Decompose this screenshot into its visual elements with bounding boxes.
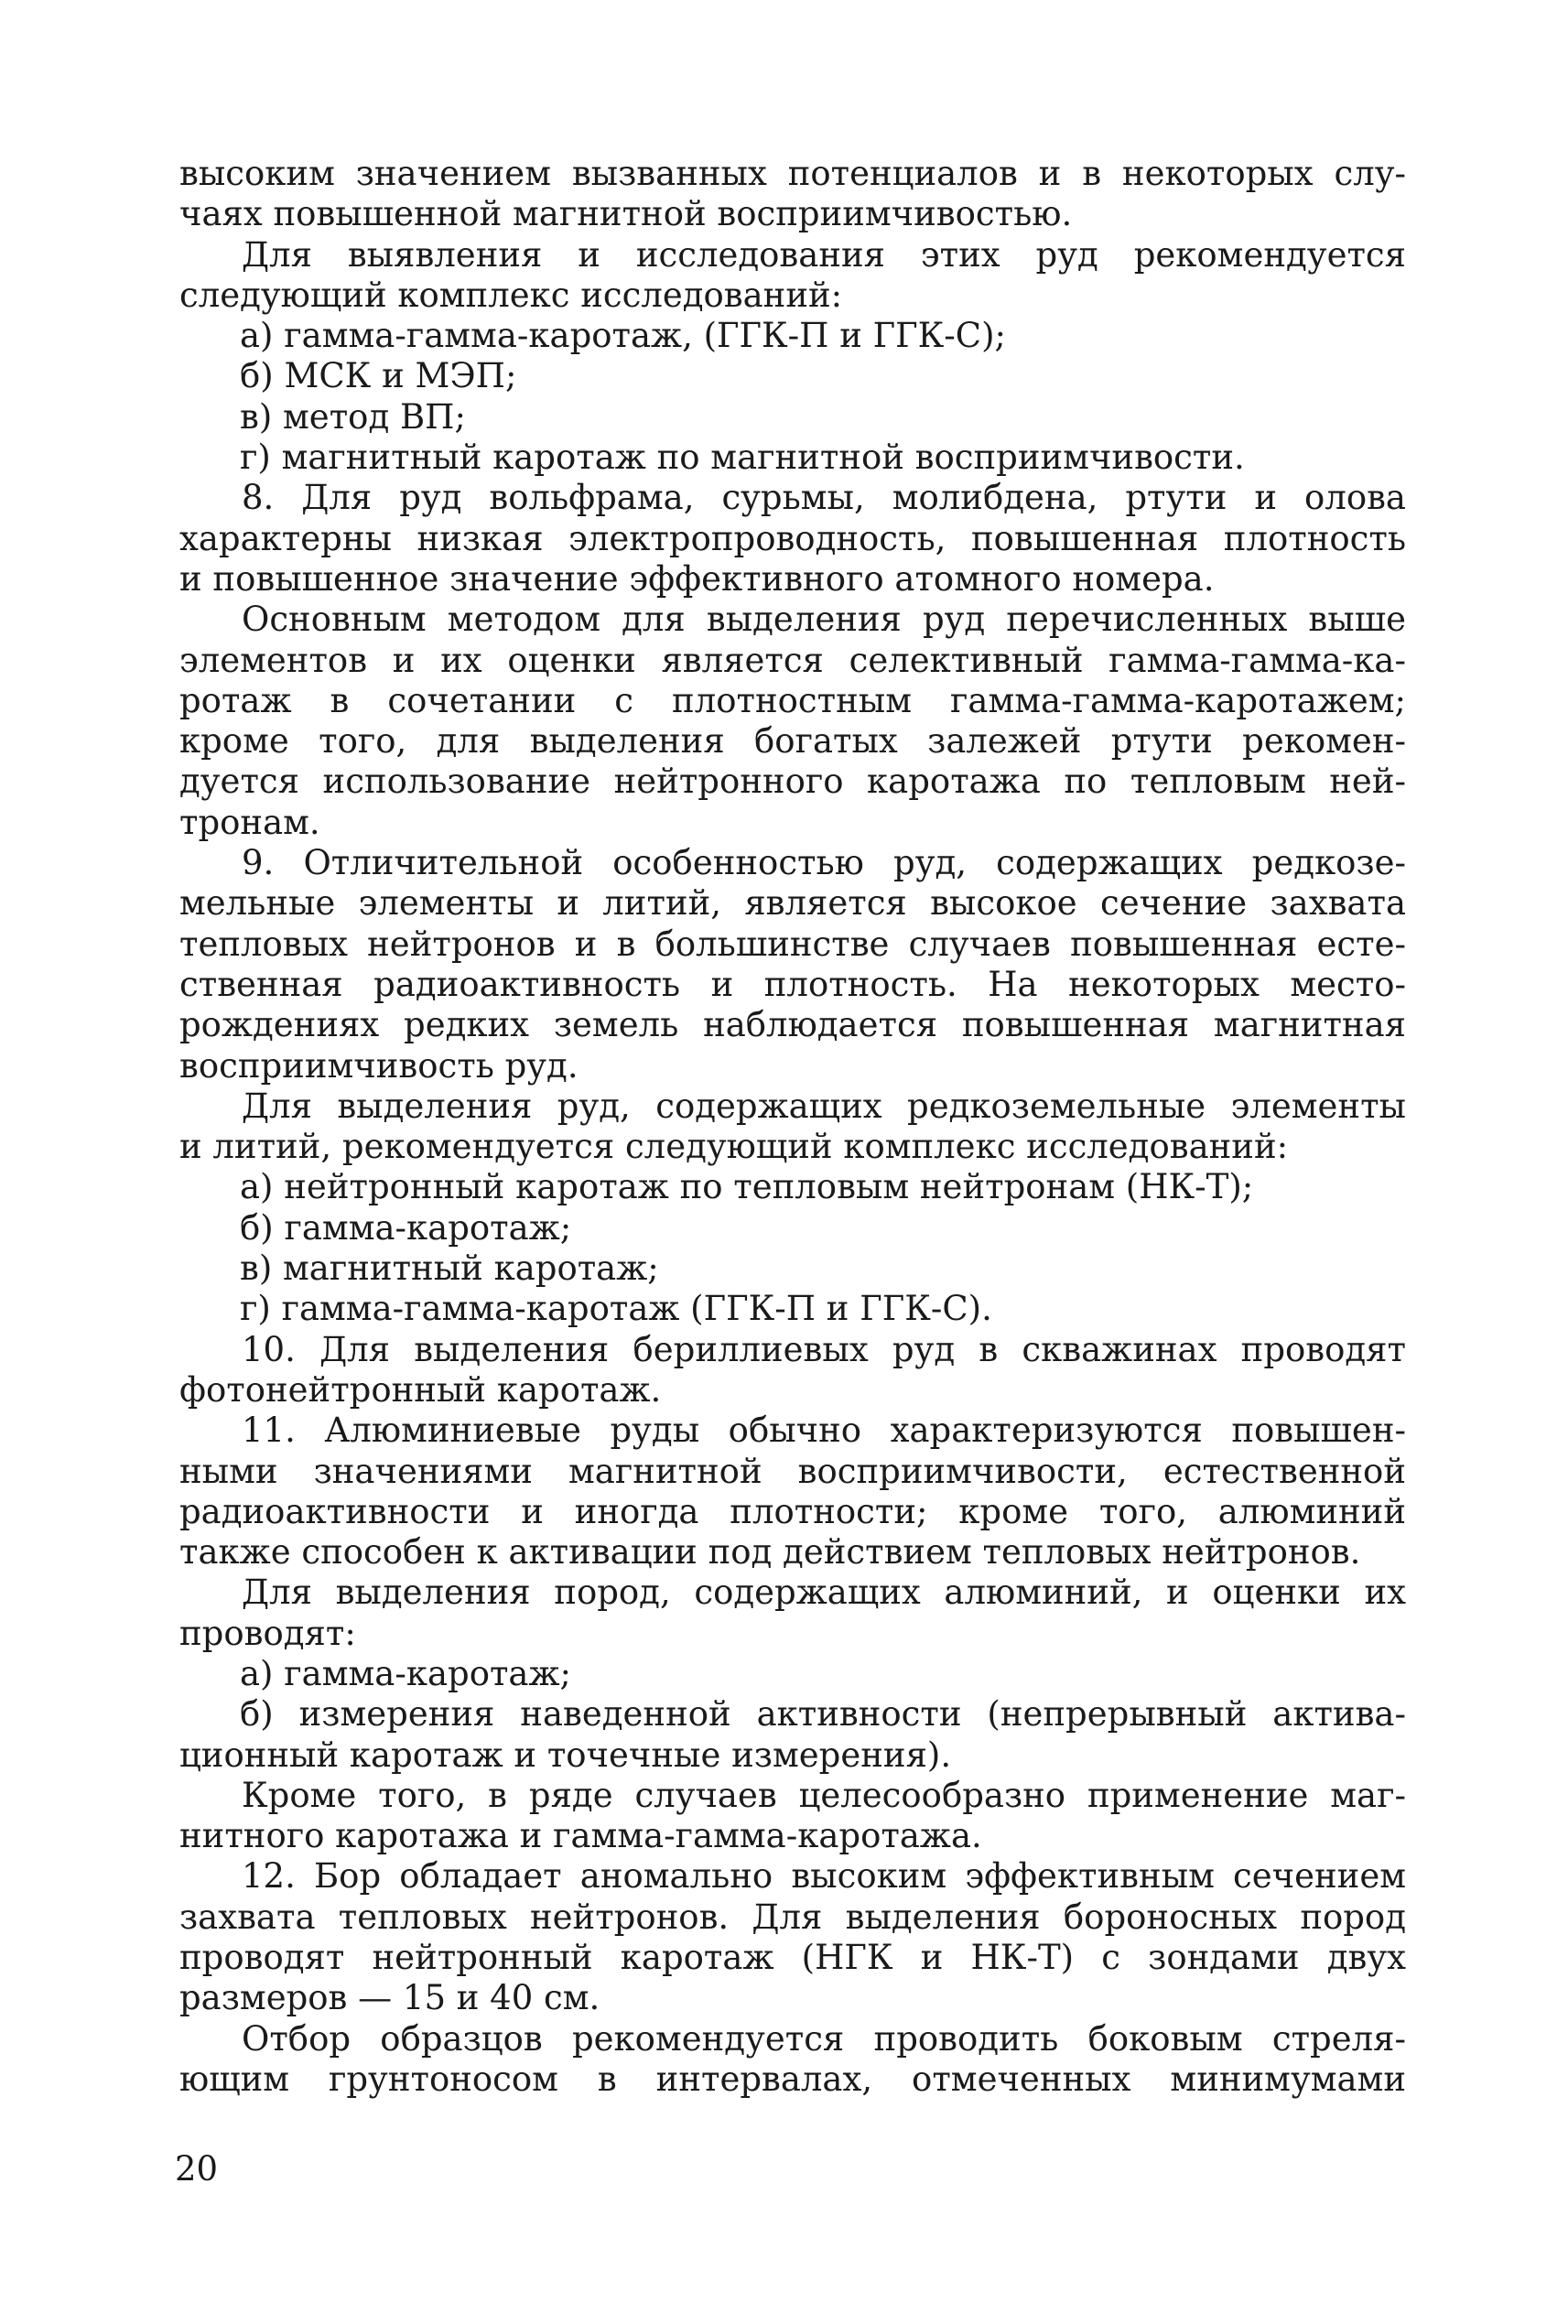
text-line: кроме того, для выделения богатых залежей ртути рекомен- xyxy=(179,721,1406,762)
text-line: ными значениями магнитной восприимчивости, естественной xyxy=(179,1451,1406,1491)
text-line: б) МСК и МЭП; xyxy=(240,356,517,396)
text-line: а) нейтронный каротаж по тепловым нейтронам (НК-Т); xyxy=(240,1167,1254,1207)
text-line: захвата тепловых нейтронов. Для выделения бороносных пород xyxy=(179,1897,1406,1937)
text-line: ционный каротаж и точечные измерения). xyxy=(179,1735,952,1775)
text-line: Для выделения руд, содержащих редкоземельные элементы xyxy=(242,1086,1406,1126)
text-line: восприимчивость руд. xyxy=(179,1045,579,1086)
text-line: проводят: xyxy=(179,1613,356,1653)
text-line: Кроме того, в ряде случаев целесообразно применение маг- xyxy=(242,1775,1406,1815)
text-line: г) гамма-гамма-каротаж (ГГК-П и ГГК-С). xyxy=(240,1289,992,1329)
page-number: 20 xyxy=(175,2149,219,2189)
text-line: и литий, рекомендуется следующий комплекс исследований: xyxy=(179,1127,1289,1167)
text-line: характерны низкая электропроводность, повышенная плотность xyxy=(179,518,1406,558)
text-line: б) гамма-каротаж; xyxy=(240,1207,572,1248)
body-text xyxy=(179,154,1406,2100)
text-line: мельные элементы и литий, является высокое сечение захвата xyxy=(179,883,1406,924)
text-line: Основным методом для выделения руд перечисленных выше xyxy=(242,600,1406,640)
text-line: элементов и их оценки является селективный гамма-гамма-ка- xyxy=(179,640,1406,680)
text-line: тронам. xyxy=(179,802,320,842)
text-line: проводят нейтронный каротаж (НГК и НК-Т) с зондами двух xyxy=(179,1938,1406,1978)
text-line: Для выявления и исследования этих руд рекомендуется xyxy=(242,234,1406,275)
text-line: и повышенное значение эффективного атомного номера. xyxy=(179,558,1215,599)
text-line: Для выделения пород, содержащих алюминий, и оценки их xyxy=(242,1573,1406,1613)
text-line: радиоактивности и иногда плотности; кроме того, алюминий xyxy=(179,1491,1406,1531)
text-line: следующий комплекс исследований: xyxy=(179,275,843,315)
text-line: тепловых нейтронов и в большинстве случаев повышенная есте- xyxy=(179,924,1406,964)
text-line: рождениях редких земель наблюдается повышенная магнитная xyxy=(179,1005,1406,1045)
text-line: нитного каротажа и гамма-гамма-каротажа. xyxy=(179,1816,982,1856)
text-line: б) измерения наведенной активности (непрерывный актива- xyxy=(240,1694,1406,1735)
text-line: 9. Отличительной особенностью руд, содержащих редкозе- xyxy=(242,843,1406,883)
text-line: ротаж в сочетании с плотностным гамма-гамма-каротажем; xyxy=(179,680,1406,720)
text-line: 10. Для выделения бериллиевых руд в скважинах проводят xyxy=(242,1329,1406,1369)
text-line: г) магнитный каротаж по магнитной восприимчивости. xyxy=(240,438,1245,478)
text-line: ственная радиоактивность и плотность. На некоторых место- xyxy=(179,964,1406,1004)
text-line: а) гамма-каротаж; xyxy=(240,1653,571,1693)
text-line: а) гамма-гамма-каротаж, (ГГК-П и ГГК-С); xyxy=(240,316,1006,356)
text-line: 8. Для руд вольфрама, сурьмы, молибдена, ртути и олова xyxy=(242,478,1406,518)
text-line: дуется использование нейтронного каротажа по тепловым ней- xyxy=(179,762,1406,802)
text-line: также способен к активации под действием тепловых нейтронов. xyxy=(179,1532,1361,1573)
text-line: фотонейтронный каротаж. xyxy=(179,1369,662,1410)
text-line: чаях повышенной магнитной восприимчивостью. xyxy=(179,194,1073,234)
text-line: высоким значением вызванных потенциалов и в некоторых слу- xyxy=(179,154,1406,193)
text-line: в) метод ВП; xyxy=(240,396,466,437)
text-line: ющим грунтоносом в интервалах, отмеченных минимумами xyxy=(179,2059,1406,2099)
text-line: Отбор образцов рекомендуется проводить боковым стреля- xyxy=(242,2018,1406,2059)
text-line: размеров — 15 и 40 см. xyxy=(179,1978,600,2018)
text-line: 11. Алюминиевые руды обычно характеризуются повышен- xyxy=(242,1411,1406,1451)
text-line: 12. Бор обладает аномально высоким эффективным сечением xyxy=(242,1856,1406,1897)
text-line: в) магнитный каротаж; xyxy=(240,1248,659,1289)
